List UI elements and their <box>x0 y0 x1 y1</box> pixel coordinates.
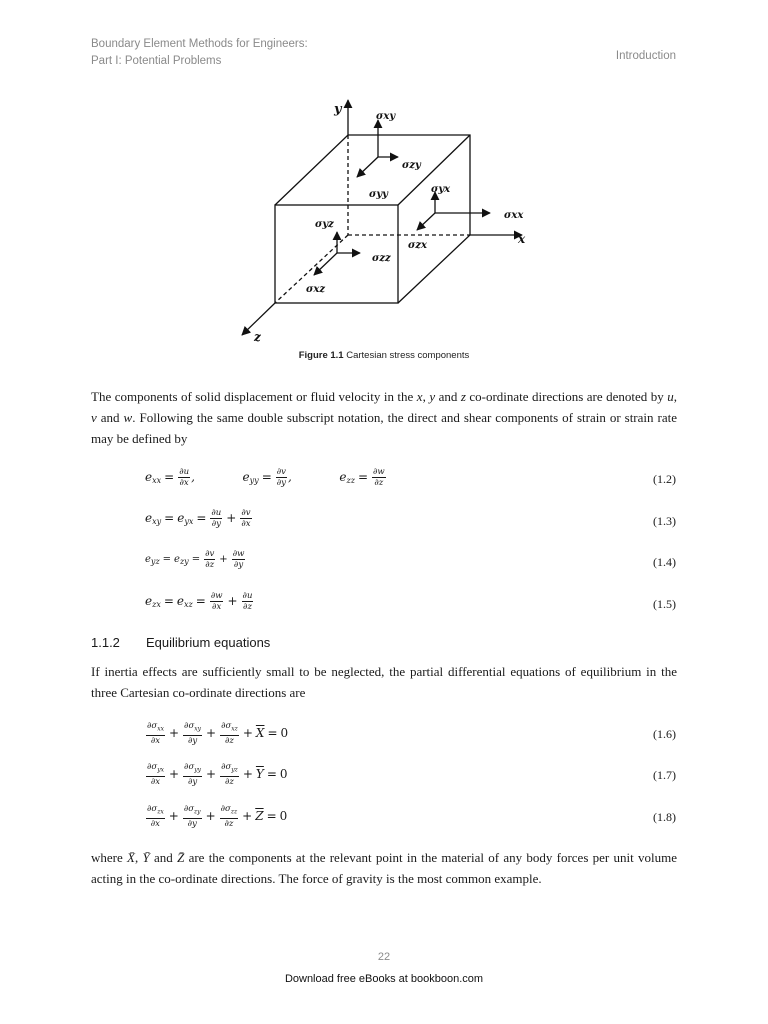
text-run: co-ordinate directions are denoted by <box>465 389 668 404</box>
var-y: y <box>429 389 436 404</box>
equation-number: (1.4) <box>653 555 676 569</box>
x-axis-label: x <box>518 232 526 246</box>
sigma-xz-right-arrow <box>417 213 435 230</box>
page-number: 22 <box>377 951 391 963</box>
text-run: , <box>134 850 143 865</box>
sigma-label-7: σyz <box>315 219 334 230</box>
sigma-label-4: σyx <box>431 184 451 195</box>
var-w: w <box>123 410 133 425</box>
paragraph-equilibrium: If inertia effects are sufficiently small to be neglected, the partial differential equations of equilibrium in the three Cartesian co-ordinate directions are <box>91 664 677 700</box>
section-heading <box>91 635 270 650</box>
sigma-label-1: σxy <box>376 111 396 122</box>
equation-1-3: $e_{xy} = e_{yx}$ = $\frac{\partial u}{\partial y}$ + $\frac{\partial v}{\partial x}$ <box>145 508 251 529</box>
sigma-label-9: σxz <box>306 284 326 295</box>
sigma-label-5: σxx <box>504 210 524 221</box>
stress-arrows <box>314 120 490 275</box>
equation-1-2: $e_{xx}$ = $\frac{\partial u}{\partial x}$ , $e_{yy}$ = $\frac{\partial v}{\partial y}$ , $e_{zz}$ = $\frac{\partial w}{\partial z}$ <box>145 467 385 488</box>
running-header-left <box>91 36 308 70</box>
var-z: z <box>460 389 466 404</box>
book-title: Boundary Element Methods for Engineers: <box>91 38 308 50</box>
y-axis-label: y <box>334 102 342 117</box>
paragraph-body-forces <box>91 847 677 889</box>
text-run: , <box>673 389 677 404</box>
section-title: Equilibrium equations <box>146 635 271 650</box>
text-run: and <box>435 389 461 404</box>
sigma-label-2: σzy <box>402 160 421 171</box>
figure-caption <box>0 350 768 361</box>
text-run: , <box>422 389 430 404</box>
text-run: and <box>96 410 124 425</box>
cube-hidden-edges <box>275 135 470 303</box>
caption-text: Cartesian stress components <box>346 350 470 361</box>
equation-number: (1.5) <box>653 597 676 611</box>
chapter-title: Introduction <box>615 50 676 62</box>
z-axis-label: z <box>254 330 261 344</box>
text-run: The components of solid displacement or fluid velocity in the <box>91 389 417 404</box>
sigma-yz-top-arrow <box>357 157 378 177</box>
paragraph-displacement <box>91 386 677 449</box>
equation-1-8: $\frac{\partial\sigma_{zx}}{\partial x}$ + $\frac{\partial\sigma_{zy}}{\partial y}$ + $\frac{\partial\sigma_{zz}}{\partial z}$ + $\overline{Z} = 0$ <box>147 804 288 829</box>
equation-1-5: $e_{zx} = e_{xz}$ = $\frac{\partial w}{\partial x}$ + $\frac{\partial u}{\partial z}$ <box>145 591 253 612</box>
equation-number: (1.6) <box>653 727 676 741</box>
cube <box>275 135 470 303</box>
var-x-bar: X̄ <box>127 850 135 865</box>
equation-1-6: $\frac{\partial\sigma_{xx}}{\partial x}$ + $\frac{\partial\sigma_{xy}}{\partial y}$ + $\frac{\partial\sigma_{xz}}{\partial z}$ + $\overline{X} = 0$ <box>147 721 289 746</box>
equation-number: (1.3) <box>653 514 676 528</box>
equation-number: (1.2) <box>653 472 676 486</box>
equation-1-4: $e_{yz} = e_{zy}$ = $\frac{\partial v}{\partial z}$ + $\frac{\partial w}{\partial y}$ <box>145 549 245 570</box>
cube-back-edges <box>275 135 470 303</box>
equation-number: (1.7) <box>653 768 676 782</box>
var-v: v <box>91 410 97 425</box>
sigma-label-6: σzx <box>408 240 428 251</box>
equation-1-7: $\frac{\partial\sigma_{yx}}{\partial x}$ + $\frac{\partial\sigma_{yy}}{\partial y}$ + $\frac{\partial\sigma_{yz}}{\partial z}$ + $\overline{Y} = 0$ <box>147 762 288 787</box>
sigma-label-8: σzz <box>372 253 391 264</box>
footer-download-link[interactable]: Download free eBooks at bookboon.com <box>284 973 484 985</box>
var-z-bar: Z̄ <box>177 850 185 865</box>
stress-cube-figure <box>230 95 540 345</box>
equation-number: (1.8) <box>653 810 676 824</box>
section-number: 1.1.2 <box>91 635 120 650</box>
text-run: where <box>91 850 128 865</box>
var-y-bar: Ȳ <box>142 850 150 865</box>
var-u: u <box>667 389 674 404</box>
caption-label: Figure 1.1 <box>298 350 344 361</box>
var-x: x <box>416 389 423 404</box>
text-run: and <box>149 850 178 865</box>
sigma-label-3: σyy <box>369 189 388 200</box>
text-run: are the components at the relevant point in the material of any body forces per unit volume acting in the co-ordinate directions. The force of gravity is the most common example. <box>91 850 678 886</box>
part-title: Part I: Potential Problems <box>91 55 222 67</box>
text-run: . Following the same double subscript notation, the direct and shear components of strain or strain rate may be defined by <box>91 410 677 446</box>
